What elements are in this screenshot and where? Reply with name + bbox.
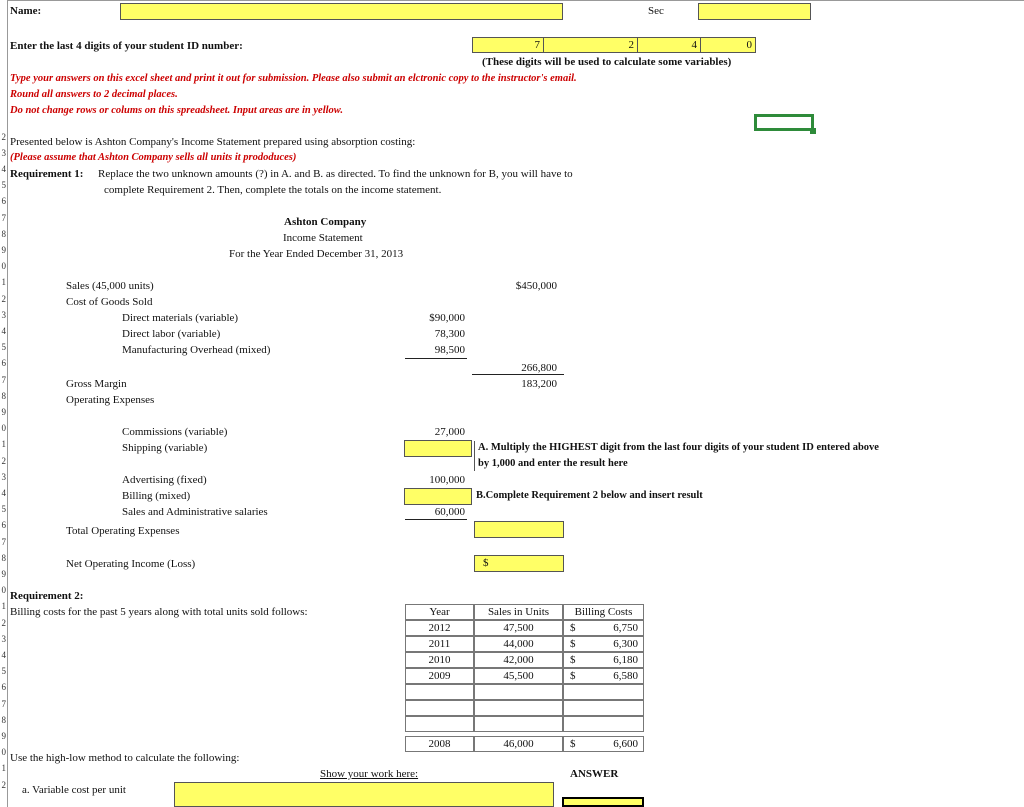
id-digit-2-input[interactable]	[543, 37, 638, 53]
salaries-value: 60,000	[434, 506, 465, 518]
sec-input[interactable]	[698, 3, 811, 20]
dl-value: 78,300	[434, 328, 465, 340]
row-number: 7	[1, 698, 6, 709]
currency-symbol: $	[570, 654, 576, 666]
commissions-value: 27,000	[434, 426, 465, 438]
table-row-units: 46,000	[474, 736, 563, 752]
row-number: 2	[1, 779, 6, 790]
row-number: 5	[1, 504, 6, 515]
row-number: 6	[1, 682, 6, 693]
name-label: Name:	[10, 5, 42, 17]
row-number: 3	[1, 633, 6, 644]
table-row-cost	[563, 636, 644, 652]
row-number: 4	[1, 488, 6, 498]
table-empty-cell	[474, 700, 563, 716]
moh-value: 98,500	[434, 344, 465, 356]
billing-cost-value: 6,180	[613, 654, 638, 666]
statement-period: For the Year Ended December 31, 2013	[229, 248, 404, 260]
total-opex-label: Total Operating Expenses	[66, 525, 180, 537]
row-number: 6	[1, 520, 6, 531]
note-a-2: by 1,000 and enter the result here	[478, 458, 628, 469]
commissions-label: Commissions (variable)	[122, 426, 228, 438]
work-area-input[interactable]	[174, 782, 554, 807]
row-number: 4	[1, 164, 6, 174]
row-number: 9	[1, 731, 6, 741]
row-number: 2	[1, 293, 6, 304]
currency-symbol: $	[570, 670, 576, 682]
id-digit-2-value: 2	[628, 39, 634, 51]
id-digit-3-value: 4	[691, 39, 697, 51]
req1-text: Replace the two unknown amounts (?) in A. and B. as directed. To find the unknown for B, you will have to	[98, 168, 573, 180]
dm-value: $90,000	[429, 312, 465, 324]
row-number: 0	[1, 261, 6, 272]
name-input[interactable]	[120, 3, 563, 20]
id-digit-3-input[interactable]	[637, 37, 701, 53]
row-number: 7	[1, 536, 6, 547]
table-row-year: 2011	[405, 636, 474, 652]
billing-label: Billing (mixed)	[122, 490, 191, 502]
noi-prefix: $	[483, 557, 489, 569]
table-empty-cell	[405, 684, 474, 700]
shipping-label: Shipping (variable)	[122, 442, 208, 454]
table-empty-cell	[563, 716, 644, 732]
table-row-cost	[563, 620, 644, 636]
table-header-0: Year	[405, 604, 474, 620]
shipping-input[interactable]	[404, 440, 472, 457]
row-number: 1	[1, 277, 6, 288]
gross-margin-value: 183,200	[521, 378, 557, 390]
company-name: Ashton Company	[284, 216, 367, 228]
student-id-label: Enter the last 4 digits of your student ID number:	[10, 40, 243, 52]
billing-cost-value: 6,300	[613, 638, 638, 650]
row-number: 1	[1, 439, 6, 450]
id-digit-1-input[interactable]	[472, 37, 544, 53]
cogs-underline	[472, 374, 564, 375]
hilo-text: Use the high-low method to calculate the following:	[10, 752, 240, 764]
currency-symbol: $	[570, 738, 576, 750]
sales-label: Sales (45,000 units)	[66, 280, 154, 292]
row-number: 3	[1, 147, 6, 158]
table-empty-cell	[405, 700, 474, 716]
table-row-year: 2010	[405, 652, 474, 668]
table-empty-cell	[474, 716, 563, 732]
table-row-cost	[563, 736, 644, 752]
gross-margin-label: Gross Margin	[66, 378, 127, 390]
cogs-label: Cost of Goods Sold	[66, 296, 153, 308]
row-number: 7	[1, 212, 6, 223]
sales-value: $450,000	[515, 280, 557, 292]
variable-cost-label: a. Variable cost per unit	[22, 784, 126, 796]
row-number: 3	[1, 309, 6, 320]
note-a-bracket	[474, 441, 475, 471]
dm-label: Direct materials (variable)	[122, 312, 239, 324]
salaries-label: Sales and Administrative salaries	[122, 506, 268, 518]
row-number: 5	[1, 180, 6, 191]
row-number: 8	[1, 552, 6, 563]
noi-label: Net Operating Income (Loss)	[66, 558, 196, 570]
opex-label: Operating Expenses	[66, 394, 155, 406]
row-number: 1	[1, 601, 6, 612]
variable-cost-answer-input[interactable]	[562, 797, 644, 807]
moh-underline	[405, 358, 467, 359]
billing-cost-value: 6,580	[613, 670, 638, 682]
table-header-2: Billing Costs	[563, 604, 644, 620]
currency-symbol: $	[570, 638, 576, 650]
sec-label: Sec	[648, 5, 664, 17]
row-number: 5	[1, 666, 6, 677]
instruction-no-change: Do not change rows or colums on this spreadsheet. Input areas are in yellow.	[10, 105, 344, 116]
row-number: 8	[1, 714, 6, 725]
row-number: 9	[1, 245, 6, 255]
advertising-value: 100,000	[429, 474, 465, 486]
table-row-units: 47,500	[474, 620, 563, 636]
answer-label: ANSWER	[570, 768, 619, 780]
table-empty-cell	[563, 684, 644, 700]
salaries-underline	[405, 519, 467, 520]
req1-text-2: complete Requirement 2. Then, complete the totals on the income statement.	[104, 184, 442, 196]
row-number: 2	[1, 455, 6, 466]
selection-handle[interactable]	[810, 128, 816, 134]
table-empty-cell	[405, 716, 474, 732]
req2-label: Requirement 2:	[10, 590, 84, 602]
billing-input[interactable]	[404, 488, 472, 505]
table-row-units: 45,500	[474, 668, 563, 684]
billing-cost-value: 6,600	[613, 738, 638, 750]
table-row-year: 2012	[405, 620, 474, 636]
intro-line: Presented below is Ashton Company's Income Statement prepared using absorption costing:	[10, 136, 416, 148]
row-number: 8	[1, 390, 6, 401]
table-row-units: 44,000	[474, 636, 563, 652]
table-row-year: 2008	[405, 736, 474, 752]
dl-label: Direct labor (variable)	[122, 328, 221, 340]
instruction-round: Round all answers to 2 decimal places.	[10, 89, 178, 100]
table-row-units: 42,000	[474, 652, 563, 668]
table-row-cost	[563, 652, 644, 668]
row-number: 5	[1, 342, 6, 353]
statement-title: Income Statement	[283, 232, 363, 244]
row-number: 9	[1, 569, 6, 579]
table-empty-cell	[563, 700, 644, 716]
id-digit-1-value: 7	[534, 39, 540, 51]
show-work-label: Show your work here:	[320, 768, 419, 780]
table-header-1: Sales in Units	[474, 604, 563, 620]
row-number: 0	[1, 423, 6, 434]
row-number: 0	[1, 747, 6, 758]
selected-cell[interactable]	[754, 114, 814, 131]
row-number: 6	[1, 358, 6, 369]
id-digit-4-value: 0	[746, 39, 752, 51]
moh-label: Manufacturing Overhead (mixed)	[122, 344, 271, 356]
table-empty-cell	[474, 684, 563, 700]
note-b: B.Complete Requirement 2 below and insert result	[476, 490, 703, 501]
billing-cost-value: 6,750	[613, 622, 638, 634]
advertising-label: Advertising (fixed)	[122, 474, 207, 486]
total-opex-input[interactable]	[474, 521, 564, 538]
cogs-total: 266,800	[521, 362, 557, 374]
row-number: 4	[1, 326, 6, 336]
row-number: 4	[1, 650, 6, 660]
req2-text: Billing costs for the past 5 years along with total units sold follows:	[10, 606, 308, 618]
row-number: 1	[1, 763, 6, 774]
table-row-cost	[563, 668, 644, 684]
table-row-year: 2009	[405, 668, 474, 684]
row-number: 2	[1, 131, 6, 142]
row-number: 8	[1, 228, 6, 239]
sheet-left-border	[7, 0, 8, 807]
req1-label: Requirement 1:	[10, 168, 84, 180]
row-number: 3	[1, 471, 6, 482]
id-note: (These digits will be used to calculate some variables)	[482, 56, 732, 68]
id-digit-4-input[interactable]	[700, 37, 756, 53]
note-a: A. Multiply the HIGHEST digit from the last four digits of your student ID entered above	[478, 442, 879, 453]
instruction-submit: Type your answers on this excel sheet and print it out for submission. Please also submit an elctronic copy to the instructor's email.	[10, 73, 577, 84]
row-number: 6	[1, 196, 6, 207]
row-number: 0	[1, 585, 6, 596]
row-number: 9	[1, 407, 6, 417]
row-number: 7	[1, 374, 6, 385]
noi-input[interactable]	[474, 555, 564, 572]
row-number: 2	[1, 617, 6, 628]
intro-assumption: (Please assume that Ashton Company sells all units it prododuces)	[10, 152, 297, 163]
currency-symbol: $	[570, 622, 576, 634]
sheet-top-border	[7, 0, 1024, 1]
